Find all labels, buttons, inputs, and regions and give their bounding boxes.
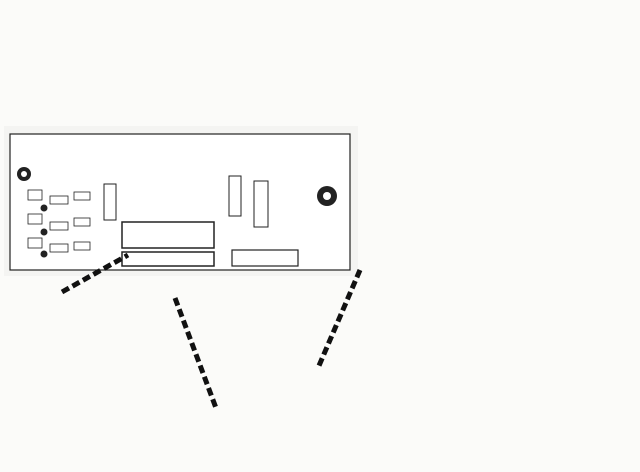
arrow-in-or-out xyxy=(62,255,128,292)
arrow-to-question-right xyxy=(318,270,360,368)
arrow-to-question-left xyxy=(175,298,216,408)
